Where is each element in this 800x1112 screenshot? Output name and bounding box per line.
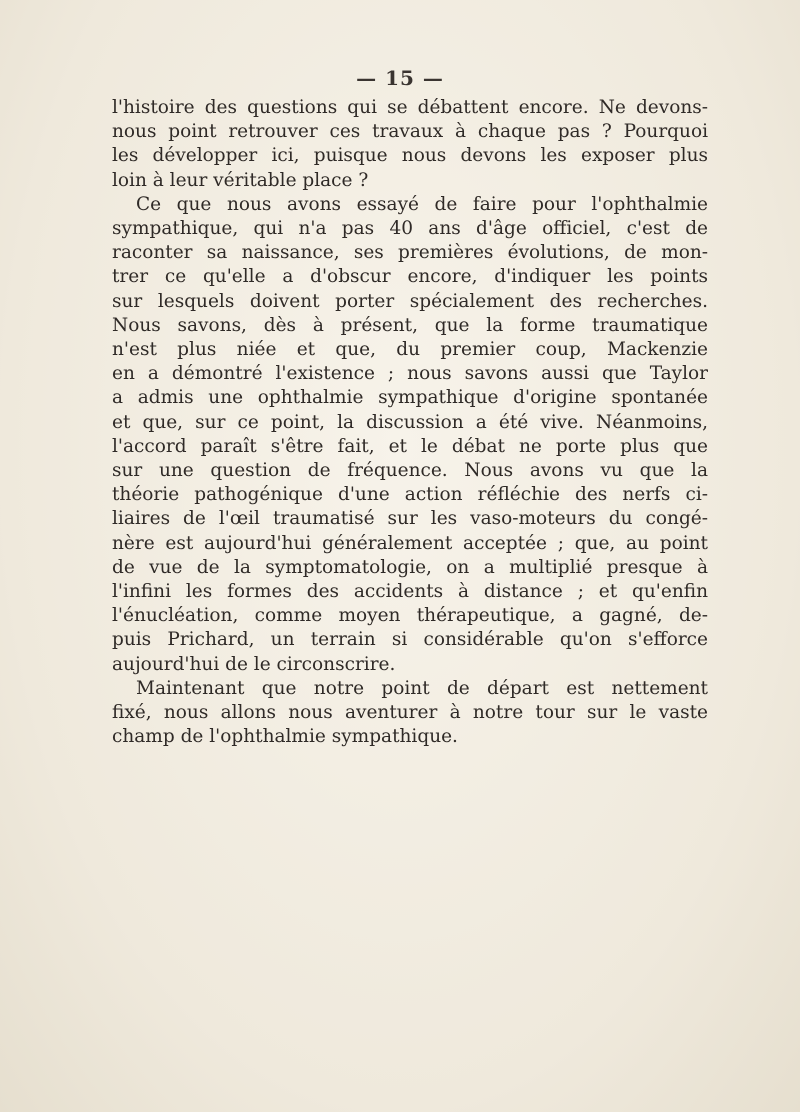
text-line: et que, sur ce point, la discussion a été vive. Néanmoins,	[112, 411, 708, 433]
text-line: l'énucléation, comme moyen thérapeutique, a gagné, de-	[112, 605, 708, 627]
text-line: fixé, nous allons nous aventurer à notre tour sur le vaste	[112, 702, 708, 724]
text-line: liaires de l'œil traumatisé sur les vaso-moteurs du congé-	[112, 508, 708, 530]
text-line: raconter sa naissance, ses premières évolutions, de mon-	[112, 242, 708, 264]
text-line: Ce que nous avons essayé de faire pour l'ophthalmie	[136, 193, 708, 215]
text-line: nous point retrouver ces travaux à chaque pas ? Pourquoi	[112, 121, 708, 143]
body-text	[112, 96, 708, 749]
text-line: théorie pathogénique d'une action réfléchie des nerfs ci-	[112, 484, 708, 506]
text-line: nère est aujourd'hui généralement acceptée ; que, au point	[112, 532, 708, 554]
text-line: de vue de la symptomatologie, on a multiplié presque à	[112, 556, 708, 578]
text-line: Maintenant que notre point de départ est nettement	[136, 677, 708, 699]
text-line: sympathique, qui n'a pas 40 ans d'âge officiel, c'est de	[112, 218, 708, 240]
text-line: trer ce qu'elle a d'obscur encore, d'indiquer les points	[112, 266, 708, 288]
page-number: — 15 —	[356, 66, 444, 90]
text-line: l'infini les formes des accidents à distance ; et qu'enfin	[112, 581, 708, 603]
text-line: Nous savons, dès à présent, que la forme traumatique	[112, 314, 708, 336]
text-line: a admis une ophthalmie sympathique d'origine spontanée	[112, 387, 708, 409]
text-line: n'est plus niée et que, du premier coup, Mackenzie	[112, 339, 708, 361]
text-line: sur une question de fréquence. Nous avons vu que la	[112, 460, 708, 482]
text-line: aujourd'hui de le circonscrire.	[112, 653, 396, 675]
text-line: champ de l'ophthalmie sympathique.	[112, 726, 458, 748]
text-line: en a démontré l'existence ; nous savons aussi que Taylor	[112, 363, 708, 385]
text-line: puis Prichard, un terrain si considérable qu'on s'efforce	[112, 629, 708, 651]
text-line: sur lesquels doivent porter spécialement des recherches.	[112, 290, 708, 312]
text-line: l'histoire des questions qui se débattent encore. Ne devons-	[112, 97, 708, 118]
text-line: les développer ici, puisque nous devons les exposer plus	[112, 145, 708, 167]
text-line: l'accord paraît s'être fait, et le débat ne porte plus que	[112, 435, 708, 457]
text-line: loin à leur véritable place ?	[112, 169, 369, 191]
